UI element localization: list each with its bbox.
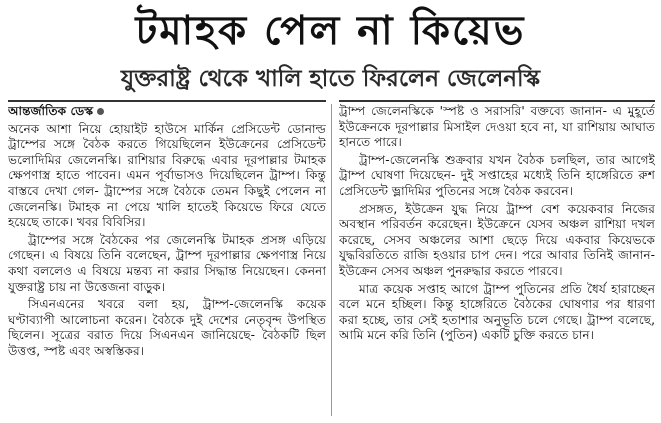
headline: টমাহক পেল না কিয়েভ bbox=[135, 8, 526, 54]
column-divider bbox=[331, 104, 332, 416]
paragraph: ট্রাম্প-জেলেনস্কি শুক্রবার যখন বৈঠক চলছিল, তার আগেই ট্রাম্প ঘোষণা দিয়েছেন- দুই সপ্তাহের মধ্যেই তিনি হাঙ্গেরিতে রুশ প্রেসিডেন্ট ভ্লাদিমির পুতিনের সঙ্গে বৈঠক করবেন। bbox=[339, 152, 655, 198]
paragraph: মাত্র কয়েক সপ্তাহ আগে ট্রাম্প পুতিনের প্রতি ধৈর্য হারাচ্ছেন বলে মনে হচ্ছিল। কিন্তু হাঙ্গেরিতে বৈঠকের ঘোষণার পর ধারণা করা হচ্ছে, তার সেই হতাশার অনুভূতি চলে গেছে। ট্রাম্প বলেছে, আমি মনে করি তিনি (পুতিন) একটি চুক্তি করতে চান। bbox=[339, 281, 655, 343]
left-rule bbox=[8, 100, 326, 102]
paragraph: সিএনএনের খবরে বলা হয়, ট্রাম্প-জেলেনস্কি কয়েক ঘণ্টাব্যাপী আলোচনা করেন। বৈঠকে দুই দেশের নেতৃবৃন্দ উপস্থিত ছিলেন। সূত্রের বরাত দিয়ে সিএনএন জানিয়েছে- বৈঠকটি ছিল উত্তপ্ত, স্পষ্ট এবং অস্বস্তিকর। bbox=[8, 297, 326, 358]
paragraph: অনেক আশা নিয়ে হোয়াইট হাউসে মার্কিন প্রেসিডেন্ট ডোনাল্ড ট্রাম্পের সঙ্গে বৈঠক করতে গিয়েছিলেন ইউক্রেনের প্রেসিডেন্ট ভলোদিমির জেলেনস্কি। রাশিয়ার বিরুদ্ধে এবার দূরপাল্লার টমাহক ক্ষেপণাস্ত্র হাতে পাবেন। এমন পূর্বাভাসও দিয়েছিলেন ট্রাম্প। কিন্তু বাস্তবে দেখা গেল- ট্রাম্পের সঙ্গে বৈঠকে তেমন কিছুই পেলেন না জেলেনস্কি। টমাহক না পেয়ে খালি হাতেই কিয়েভে ফিরে যেতে হয়েছে তাকে। খবর বিবিসির। bbox=[8, 121, 326, 230]
paragraph: প্রসঙ্গত, ইউক্রেন যুদ্ধ নিয়ে ট্রাম্প বেশ কয়েকবার নিজের অবস্থান পরিবর্তন করেছেন। ইউক্রেনে যেসব অঞ্চল রাশিয়া দখল করেছে, সেসব অঞ্চলের আশা ছেড়ে দিয়ে একবার কিয়েভকে যুদ্ধবিরতিতে রাজি হওয়ার চাপ দেন। পরে আবার তিনিই জানান- ইউক্রেন সেসব অঞ্চল পুনরুদ্ধার করতে পারবে। bbox=[339, 201, 655, 278]
paragraph: ট্রাম্পের সঙ্গে বৈঠকের পর জেলেনস্কি টমাহক প্রসঙ্গ এড়িয়ে গেছেন। এ বিষয়ে তিনি বলেছেন, ট্রাম্প দূরপাল্লার ক্ষেপণাস্ত্র নিয়ে কথা বললেও এ বিষয়ে মন্তব্য না করার সিদ্ধান্ত নিয়েছেন। কেননা যুক্তরাষ্ট্র চায় না উত্তেজনা বাড়ুক। bbox=[8, 232, 326, 294]
right-rule bbox=[339, 100, 655, 102]
bullet-icon bbox=[97, 108, 104, 115]
dateline: আন্তর্জাতিক ডেস্ক bbox=[8, 104, 94, 118]
paragraph: ট্রাম্প জেলেনস্কিকে 'স্পষ্ট ও সরাসরি' বক্তব্যে জানান- এ মুহূর্তে ইউক্রেনকে দূরপাল্লার মিসাইল দেওয়া হবে না, যা রাশিয়ায় আঘাত হানতে পারে। bbox=[339, 104, 655, 150]
subheadline: যুক্তরাষ্ট্র থেকে খালি হাতে ফিরলেন জেলেনস্কি bbox=[120, 66, 541, 92]
left-column bbox=[8, 104, 326, 420]
dateline-line bbox=[8, 104, 326, 120]
right-column bbox=[339, 104, 655, 420]
